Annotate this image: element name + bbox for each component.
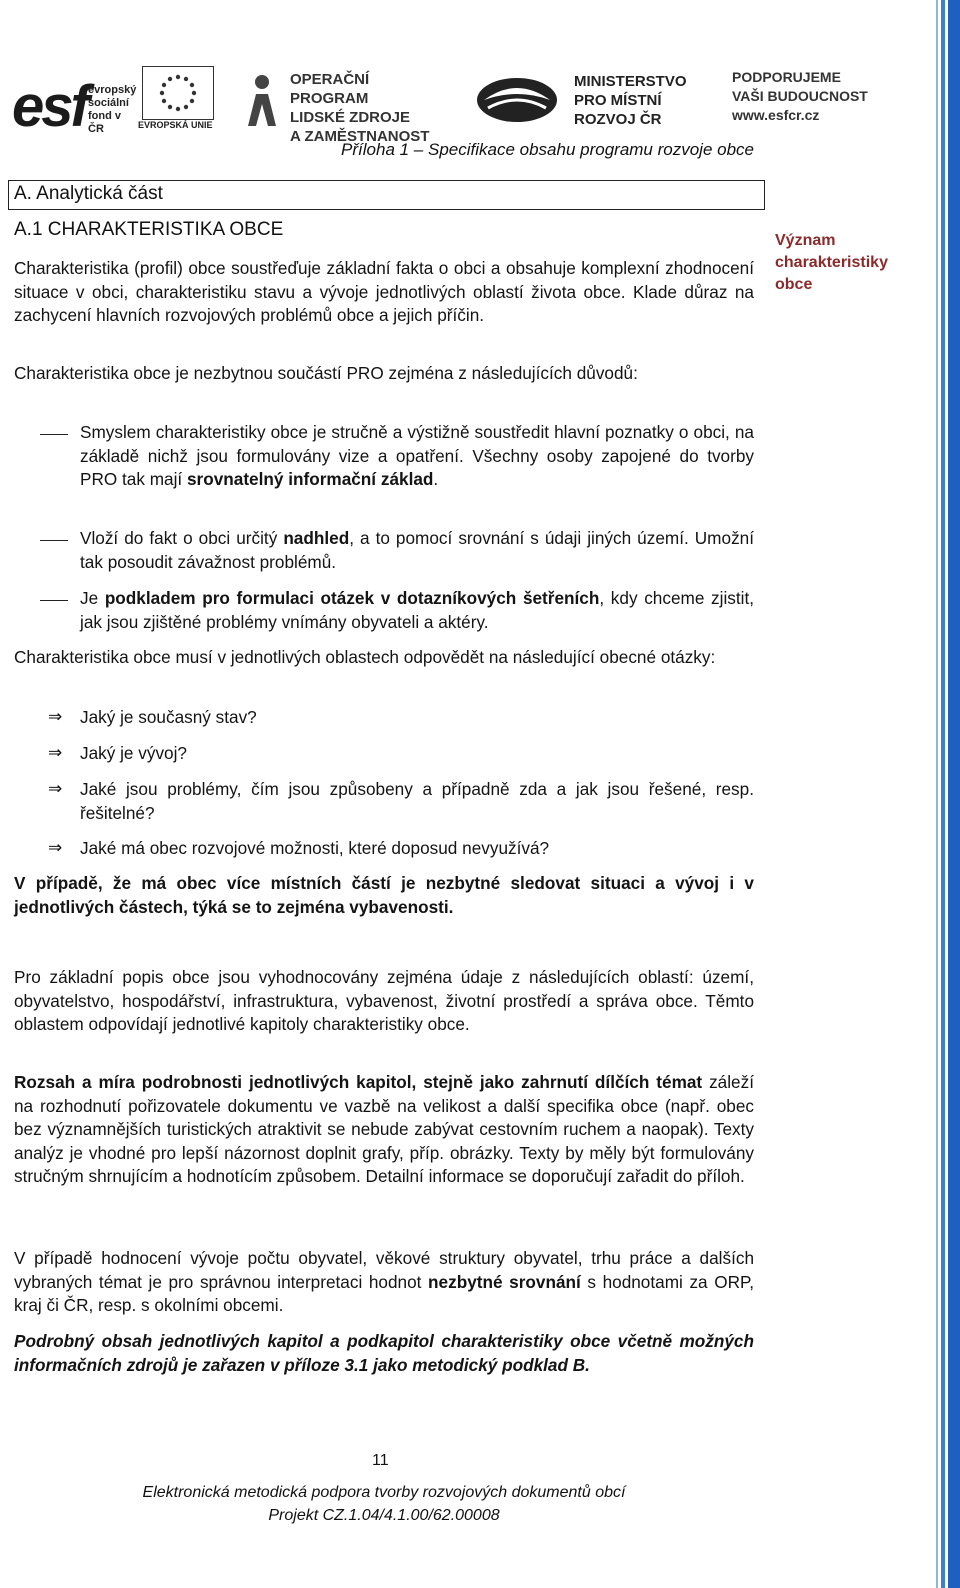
page-number: 11 — [372, 1452, 389, 1469]
arrow-bullet-icon: ⇒ — [48, 838, 63, 858]
question-item: Jaké jsou problémy, čím jsou způsobeny a případně zda a jak jsou řešené, resp. řešitelné? — [80, 779, 754, 823]
dash-item — [80, 587, 754, 634]
esf-logo — [12, 64, 137, 139]
dash-bullet — [40, 434, 68, 435]
question-item: Jaký je současný stav? — [80, 707, 257, 727]
question-item: Jaké má obec rozvojové možnosti, které doposud nevyužívá? — [80, 838, 550, 858]
support-line: PODPORUJEME — [732, 69, 841, 85]
esf-logo-subtitle — [88, 84, 136, 136]
esf-logo-text: esf — [12, 74, 87, 139]
comparison-text: s hodnotami za ORP, kraj či ČR, resp. s okolními obcemi. — [14, 1271, 754, 1315]
mmr-line: PRO MÍSTNÍ — [574, 92, 662, 109]
arrow-bullet-icon: ⇒ — [48, 743, 63, 763]
op-line: LIDSKÉ ZDROJE — [290, 109, 411, 126]
margin-note-line: Význam — [775, 232, 836, 249]
appendix-title: Příloha 1 – Specifikace obsahu programu rozvoje obce — [341, 140, 754, 159]
arrow-bullet-icon: ⇒ — [48, 779, 63, 799]
dash-text: . — [433, 469, 439, 489]
mmr-logo — [474, 64, 724, 134]
dash-item — [80, 421, 754, 492]
paragraph-questions: Charakteristika obce musí v jednotlivých oblastech odpovědět na následující obecné otázky: — [14, 647, 716, 667]
dash-bold: srovnatelný informační základ — [186, 469, 434, 489]
support-line: VAŠI BUDOUCNOST — [732, 88, 868, 104]
mmr-emblem-icon — [474, 74, 560, 126]
dash-bold: podkladem pro formulaci otázek v dotazníkových šetřeních — [104, 588, 600, 608]
paragraph-intro: Charakteristika (profil) obce soustřeďuje základní fakta o obci a obsahuje komplexní zhodnocení situace v obci, charakteristiku stavu a vývoje jednotlivých oblastí života obce. Klade důraz na zachycení hlavních rozvojových problémů obce a jejich příčin. — [14, 258, 754, 325]
op-lzz-logo — [242, 64, 442, 145]
question-item: Jaký je vývoj? — [80, 743, 187, 763]
support-url[interactable]: www.esfcr.cz — [732, 107, 820, 123]
scope-bold: Rozsah a míra podrobnosti jednotlivých kapitol, stejně jako zahrnutí dílčích témat — [14, 1072, 703, 1092]
paragraph-scope — [14, 1071, 754, 1189]
dash-text: Je — [80, 588, 105, 608]
paragraph-reasons: Charakteristika obce je nezbytnou součástí PRO zejména z následujících důvodů: — [14, 363, 638, 383]
margin-note-line: obce — [775, 276, 813, 293]
footer-project-line: Projekt CZ.1.04/4.1.00/62.00008 — [268, 1507, 500, 1524]
op-line: OPERAČNÍ PROGRAM — [290, 71, 370, 107]
arrow-bullet-icon: ⇒ — [48, 707, 63, 727]
op-figure-icon — [242, 72, 282, 128]
footer-line: Elektronická metodická podpora tvorby rozvojových dokumentů obcí — [142, 1484, 626, 1501]
scope-text: záleží na rozhodnutí pořizovatele dokumentu ve vazbě na velikost a další specifika obce (např. obec bez významnějších turistických atraktivit se nebude zabývat cestovním ruchem a naopak). Texty analýz je vhodné pro lepší názornost doplnit grafy, příp. obrázky. Texty by měly být formulovány stručným shrnujícím a hodnotícím způsobem. Detailní informace se doporučují zařadit do příloh. — [14, 1072, 754, 1186]
section-title: A. Analytická část — [14, 183, 163, 204]
dash-text: , kdy chceme zjistit, jak jsou zjištěné problémy vnímány obyvateli a aktéry. — [80, 588, 755, 632]
mmr-line: MINISTERSTVO — [574, 73, 687, 90]
op-lzz-text — [290, 70, 442, 146]
mmr-text — [574, 72, 687, 129]
dash-text: Vloží do fakt o obci určitý — [80, 528, 284, 548]
margin-note — [775, 230, 925, 296]
esf-sub-line: fond v ČR — [88, 110, 121, 135]
dash-bullet — [40, 540, 68, 541]
stripe-dark — [948, 0, 960, 1588]
esf-sub-line: evropský — [88, 84, 137, 96]
paragraph-basic-description: Pro základní popis obce jsou vyhodnocovány zejména údaje z následujících oblastí: území, obyvatelstvo, hospodářství, infrastruktura, vybavenost, životní prostředí a správa obce. Těmto oblastem odpovídají jednotlivé kapitoly charakteristiky obce. — [14, 967, 754, 1034]
dash-text: Smyslem charakteristiky obce je stručně a výstižně soustředit hlavní poznatky o obci, na základě nichž jsou formulovány vize a opatření. Všechny osoby zapojené do tvorby PRO tak mají — [80, 422, 754, 489]
subsection-title: A.1 CHARAKTERISTIKA OBCE — [14, 219, 284, 240]
esf-sub-line: sociální — [88, 97, 129, 109]
mmr-line: ROZVOJ ČR — [574, 111, 662, 128]
eu-label: EVROPSKÁ UNIE — [138, 120, 213, 130]
dash-item — [80, 527, 754, 574]
paragraph-methodical-note: Podrobný obsah jednotlivých kapitol a podkapitol charakteristiky obce včetně možných informačních zdrojů je zařazen v příloze 3.1 jako metodický podklad B. — [14, 1331, 754, 1375]
margin-note-line: charakteristiky — [775, 254, 888, 271]
dash-text: , a to pomocí srovnání s údaji jiných území. Umožní tak posoudit závažnost problémů. — [80, 528, 754, 572]
support-slogan — [732, 68, 868, 125]
comparison-bold: nezbytné srovnání — [428, 1271, 581, 1292]
dash-bold: nadhled — [283, 528, 350, 548]
comparison-text: V případě hodnocení vývoje počtu obyvatel, věkové struktury obyvatel, trhu práce a dalších vybraných témat je pro správnou interpretaci hodnot — [14, 1248, 754, 1292]
dash-bullet — [40, 600, 68, 601]
eu-flag-icon — [142, 66, 214, 120]
stripe-light — [936, 0, 938, 1588]
logo-header — [12, 60, 892, 145]
paragraph-comparison — [14, 1247, 754, 1318]
stripe-mid — [941, 0, 945, 1588]
paragraph-local-parts: V případě, že má obec více místních částí je nezbytné sledovat situaci a vývoj i v jednotlivých částech, týká se to zejména vybavenosti. — [14, 873, 754, 917]
right-edge-stripes — [934, 0, 960, 1588]
op-line: A ZAMĚSTNANOST — [290, 128, 430, 145]
